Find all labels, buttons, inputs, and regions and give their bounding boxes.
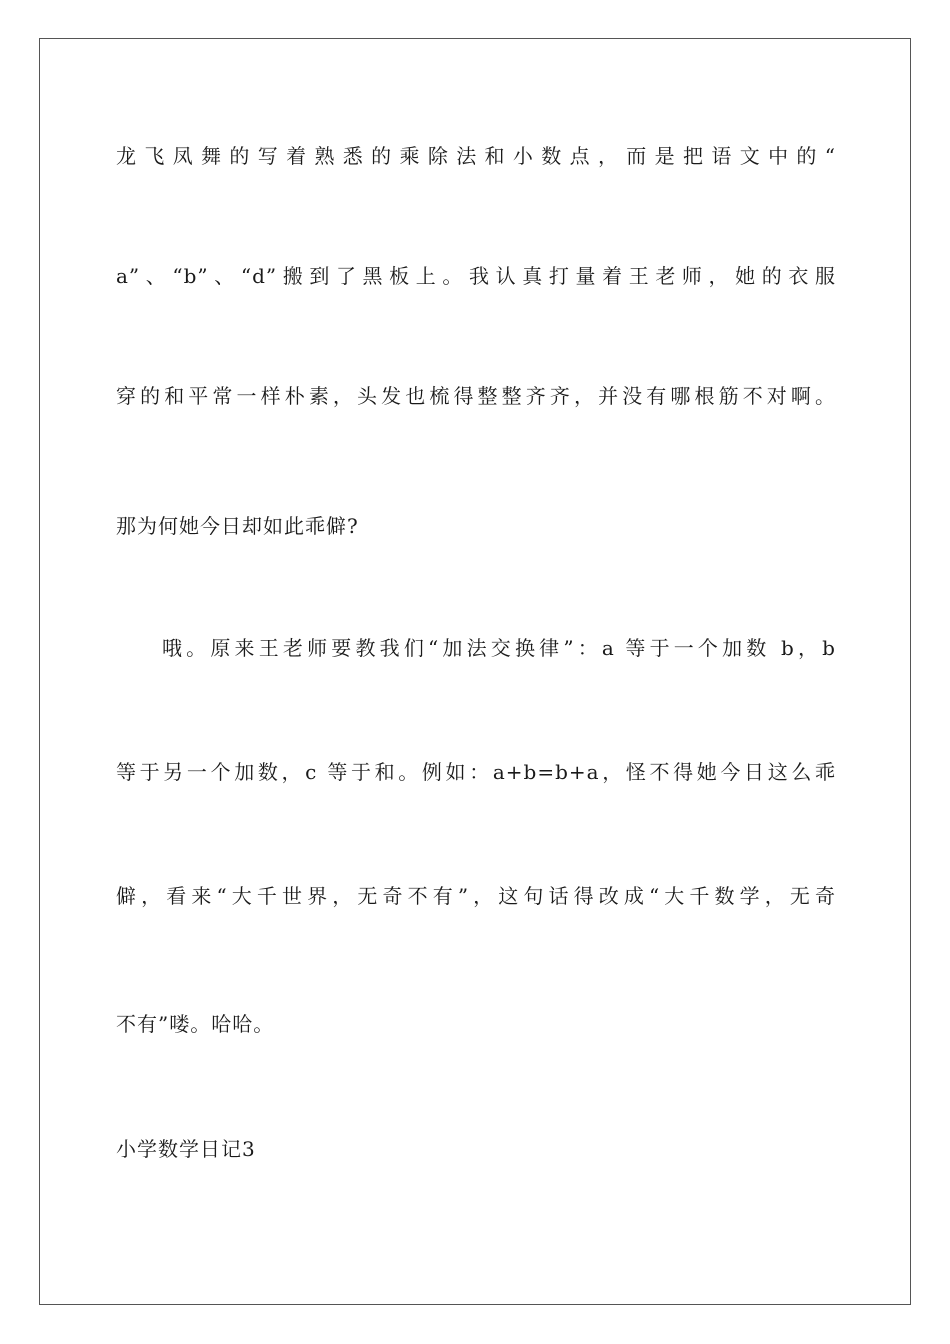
text-line-7: 僻，看来“大千世界，无奇不有”，这句话得改成“大千数学，无奇: [116, 884, 836, 908]
page-frame: [39, 38, 911, 1305]
text-line-4: 那为何她今日却如此乖僻?: [116, 514, 359, 538]
section-heading: 小学数学日记3: [116, 1137, 256, 1161]
text-line-2: a”、“b”、“d”搬到了黑板上。我认真打量着王老师，她的衣服: [116, 264, 836, 288]
text-line-3: 穿的和平常一样朴素，头发也梳得整整齐齐，并没有哪根筋不对啊。: [116, 384, 836, 408]
text-line-5: 哦。原来王老师要教我们“加法交换律”：a 等于一个加数 b，b: [162, 636, 836, 660]
text-line-8: 不有”喽。哈哈。: [116, 1012, 275, 1036]
text-line-6: 等于另一个加数，c 等于和。例如：a+b=b+a，怪不得她今日这么乖: [116, 760, 836, 784]
text-line-1: 龙飞凤舞的写着熟悉的乘除法和小数点，而是把语文中的“: [116, 144, 836, 168]
